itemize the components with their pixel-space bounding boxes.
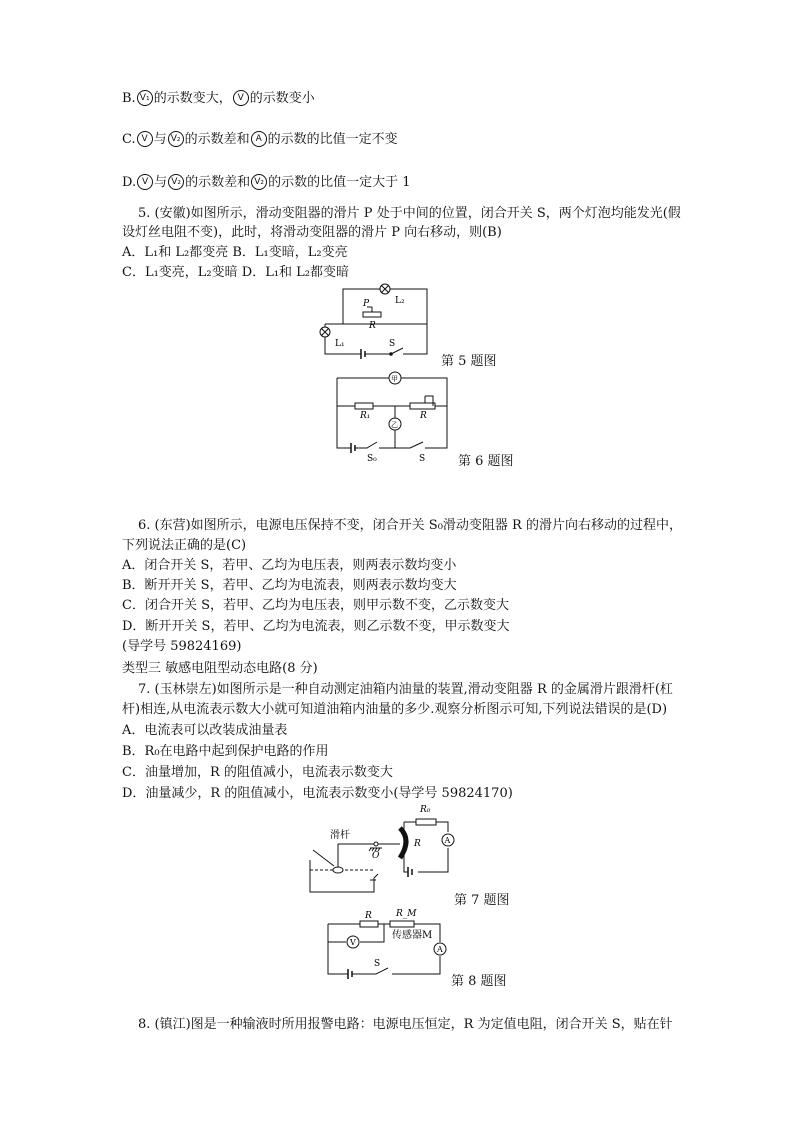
option-d: D. V 与 V₂ 的示数差和 V₂ 的示数的比值一定大于 1 [122,175,411,190]
fig8-label-sensor: 传感器M [392,930,433,941]
fig7-label-R: R [414,839,421,849]
q6-ref-number: (导学号 59824169) [122,639,242,654]
fig5-label-L1: L₁ [335,339,345,349]
fig7-label-R0: R₀ [420,805,431,815]
fig5-label-S: S [389,339,396,349]
q5-options-ab: A．L₁和 L₂都变亮 B．L₁变暗，L₂变亮 [122,245,348,260]
voltmeter-icon: V₂ [251,174,267,190]
circuit-figure-6 [325,366,460,462]
q8-figure-caption: 第 8 题图 [451,974,507,989]
circuit-figure-8 [322,906,452,982]
fig8-voltmeter-label: V [350,938,356,947]
fig6-label-R: R [420,411,427,421]
q7-option-b: B．R₀在电路中起到保护电路的作用 [122,744,329,759]
fig8-label-R: R [365,911,372,921]
q5-figure-caption: 第 5 题图 [441,354,497,369]
oil-gauge-figure-7 [308,800,458,900]
q8-stem-line1: 8. (镇江)图是一种输液时所用报警电路：电源电压恒定，R 为定值电阻，闭合开关 S，贴在针 [138,1017,673,1032]
q5-stem-line1: 5. (安徽)如图所示，滑动变阻器的滑片 P 处于中间的位置，闭合开关 S，两个灯泡均能发光(假 [138,206,681,221]
section-heading-type3: 类型三 敏感电阻型动态电路(8 分) [122,661,318,676]
q6-option-c: C．闭合开关 S，若甲、乙均为电压表，则甲示数不变，乙示数变大 [122,598,509,613]
q6-stem-line2: 下列说法正确的是(C) [122,538,247,553]
q7-figure-caption: 第 7 题图 [454,893,510,908]
fig8-ammeter-label: A [437,945,443,954]
ammeter-icon: A [251,131,267,147]
fig7-ammeter-label: A [444,836,451,845]
voltmeter-icon: V [233,90,249,106]
q7-stem-line1: 7. (玉林崇左)如图所示是一种自动测定油箱内油量的装置,滑动变阻器 R 的金属滑片跟滑杆(杠 [138,682,673,697]
q7-option-d: D．油量减少，R 的阻值减小，电流表示数变小(导学号 59824170) [122,786,513,801]
voltmeter-icon: V₂ [168,174,184,190]
voltmeter-icon: V₂ [168,131,184,147]
fig6-label-S0: S₀ [367,454,377,462]
fig6-label-R1: R₁ [360,411,371,421]
q6-figure-caption: 第 6 题图 [458,454,514,469]
fig6-label-S: S [419,454,426,462]
fig8-label-S: S [374,959,381,969]
fig7-label-huagan: 滑杆 [330,830,350,841]
option-c: C. V 与 V₂ 的示数差和 A 的示数的比值一定不变 [122,132,398,147]
fig5-label-P: P [363,299,370,309]
fig8-label-RM: R_M [396,909,417,919]
voltmeter-icon: V₁ [137,90,153,106]
q6-stem-line1: 6. (东营)如图所示，电源电压保持不变，闭合开关 S₀滑动变阻器 R 的滑片向右移动的过程中， [138,518,682,533]
voltmeter-icon: V [137,174,153,190]
q7-stem-line2: 杆)相连,从电流表示数大小就可知道油箱内油量的多少.观察分析图示可知,下列说法错误的是(D) [122,702,668,717]
q7-option-a: A．电流表可以改装成油量表 [122,723,288,738]
voltmeter-icon: V [137,131,153,147]
fig5-label-L2: L₂ [395,296,405,306]
q5-options-cd: C．L₁变亮，L₂变暗 D．L₁和 L₂都变暗 [122,265,350,280]
option-b: B. V₁ 的示数变大， V 的示数变小 [122,91,315,106]
circuit-figure-5 [315,282,440,362]
fig6-meter-yi: 乙 [391,421,398,429]
fig7-label-O: O [372,851,380,861]
q6-option-a: A．闭合开关 S，若甲、乙均为电压表，则两表示数均变小 [122,558,457,573]
fig5-label-R: R [369,321,376,331]
fig6-meter-jia: 甲 [391,375,398,383]
q6-option-d: D．断开开关 S，若甲、乙均为电流表，则乙示数不变，甲示数变大 [122,619,510,634]
q7-option-c: C．油量增加，R 的阻值减小，电流表示数变大 [122,765,393,780]
q5-stem-line2: 设灯丝电阻不变)，此时，将滑动变阻器的滑片 P 向右移动，则(B) [122,225,502,240]
q6-option-b: B．断开开关 S，若甲、乙均为电流表，则两表示数均变大 [122,578,457,593]
